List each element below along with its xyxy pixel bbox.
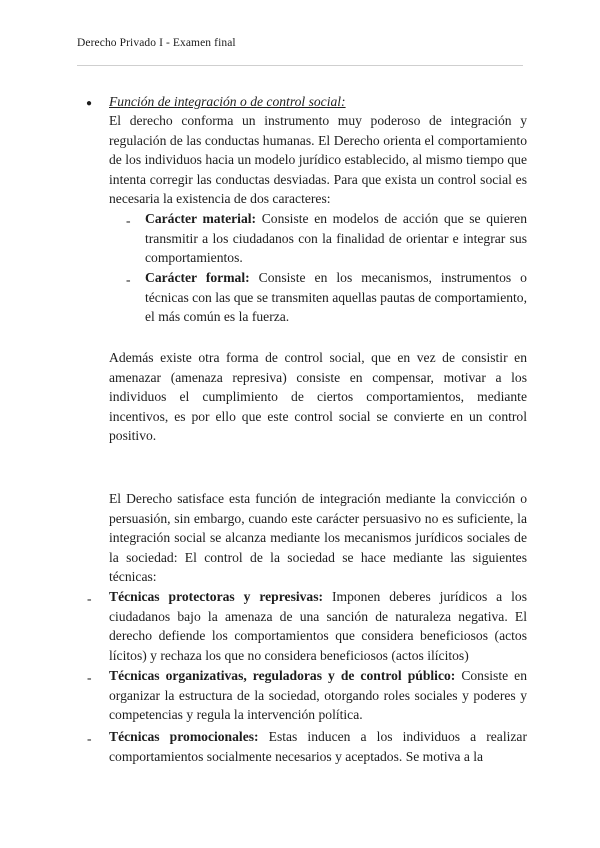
technique-item-protective: [109, 587, 527, 665]
technique-label: Técnicas organizativas, reguladoras y de control público:: [109, 668, 456, 683]
intro-paragraph: El derecho conforma un instrumento muy poderoso de integración y regulación de las conductas humanas. El Derecho orienta el comportamiento de los individuos hacia un modelo jurídico establecido, al mismo tiempo que intenta corregir las conductas desviadas. Para que exista un control social es necesaria la existencia de dos caracteres:: [109, 113, 527, 207]
character-label: Carácter material:: [145, 211, 257, 226]
character-label: Carácter formal:: [145, 270, 250, 285]
technique-text: Imponen deberes jurídicos a los ciudadanos bajo la amenaza de una sanción de naturaleza negativa. El derecho defiende los comportamientos que considera beneficiosos (actos lícitos) y rechaza los que no considera beneficiosos (actos ilícitos): [109, 589, 527, 663]
dash-marker: -: [126, 272, 131, 287]
technique-label: Técnicas promocionales:: [109, 729, 259, 744]
character-item-material: [145, 209, 527, 268]
dash-marker: -: [87, 670, 92, 685]
technique-item-promotional: [109, 727, 527, 766]
technique-item-organizational: [109, 666, 527, 725]
character-text: Consiste en modelos de acción que se quieren transmitir a los ciudadanos con la finalidad de orientar e integrar sus comportamientos.: [145, 211, 527, 266]
paragraph-positive-control: Además existe otra forma de control social, que en vez de consistir en amenazar (amenaza represiva) consiste en compensar, motivar a los individuos el cumplimiento de ciertos comportamientos, mediante incentivos, es por ello que este control social se convierte en un control positivo.: [109, 350, 527, 444]
technique-text: Consiste en organizar la estructura de la sociedad, otorgando roles sociales y poderes y competencias y regula la intervención política.: [109, 668, 527, 723]
character-item-formal: [145, 268, 527, 327]
page-header: Derecho Privado I - Examen final: [77, 37, 236, 49]
section-title: Función de integración o de control social:: [109, 94, 346, 109]
paragraph-integration: El Derecho satisface esta función de integración mediante la convicción o persuasión, sin embargo, cuando este carácter persuasivo no es suficiente, la integración social se alcanza mediante los mecanismos jurídicos sociales de la sociedad: El control de la sociedad se hace mediante las siguientes técnicas:: [109, 491, 527, 585]
technique-text: Estas inducen a los individuos a realizar comportamientos socialmente necesarios y aceptados. Se motiva a la: [109, 729, 527, 764]
header-divider: [77, 65, 523, 66]
dash-marker: -: [126, 213, 131, 228]
technique-label: Técnicas protectoras y represivas:: [109, 589, 324, 604]
dash-marker: -: [87, 591, 92, 606]
character-text: Consiste en los mecanismos, instrumentos o técnicas con las que se transmiten aquellas pautas de comportamiento, el más común es la fuerza.: [145, 270, 528, 325]
dash-marker: -: [87, 731, 92, 746]
bullet-icon: ●: [86, 98, 93, 109]
